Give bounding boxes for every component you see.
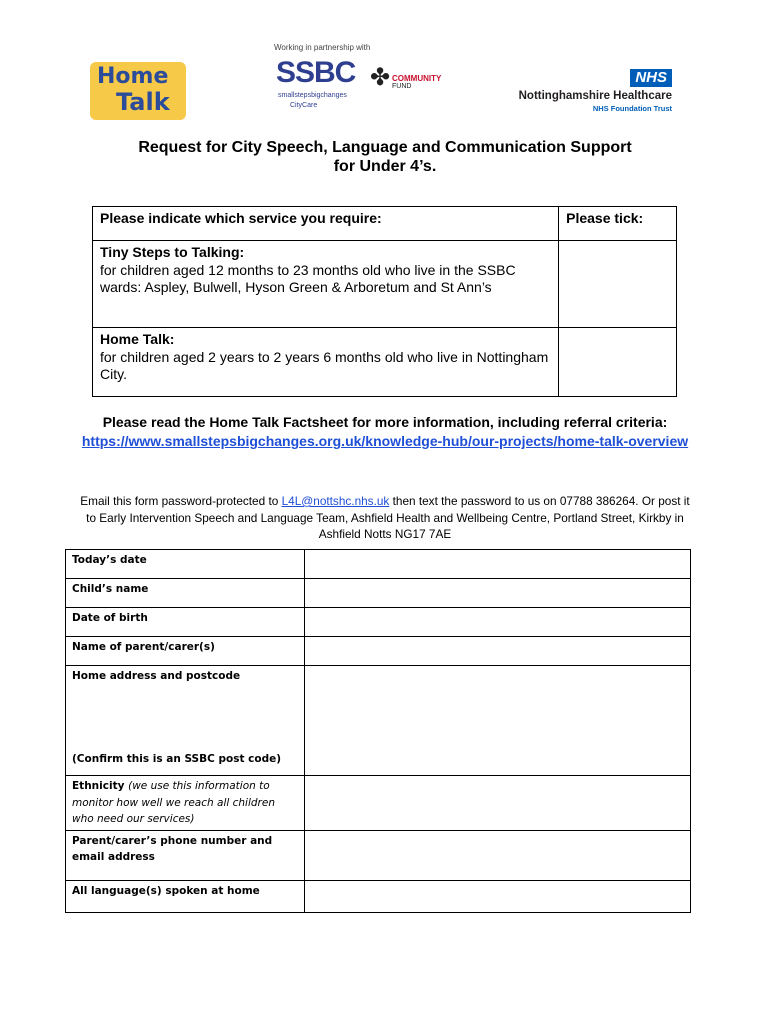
community-fund-line2: FUND (392, 83, 412, 90)
community-fund-logo (370, 66, 450, 96)
nhs-org-name: Nottinghamshire Healthcare (518, 90, 672, 102)
home-talk-logo-line1: Home (97, 64, 169, 89)
childs-name-field[interactable] (305, 579, 691, 608)
languages-field[interactable] (305, 880, 691, 912)
home-address-label: Home address and postcode (72, 670, 241, 682)
phone-email-field[interactable] (305, 830, 691, 880)
factsheet-notice (80, 413, 690, 451)
service-table (92, 206, 677, 397)
tick-header: Please tick: (559, 207, 677, 241)
details-form (65, 549, 691, 913)
tick-box-home-talk[interactable] (559, 328, 677, 397)
form-row (66, 830, 691, 880)
ssbc-logo-tagline: smallstepsbigchanges (278, 92, 347, 99)
form-row (66, 579, 691, 608)
nhs-logo (506, 69, 674, 115)
languages-label: All language(s) spoken at home (66, 880, 305, 912)
form-row (66, 608, 691, 637)
page-title-line2: for Under 4’s. (333, 158, 437, 175)
home-talk-logo-line2: Talk (116, 88, 170, 116)
home-address-field[interactable] (305, 666, 691, 776)
todays-date-field[interactable] (305, 550, 691, 579)
email-after-text: then text the password to us on 07788 386264. Or post it to Early Intervention Speech and Language Team, Ashfield Health and Wellbeing Centre, Portland Street, Kirkby in Ashfield Notts NG17 7AE (86, 494, 690, 541)
ethnicity-field[interactable] (305, 776, 691, 831)
home-address-cell (66, 666, 305, 776)
email-instructions (78, 493, 692, 543)
community-fund-line1: COMMUNITY (392, 74, 442, 83)
nhs-trust-name: NHS Foundation Trust (592, 104, 672, 113)
form-row (66, 666, 691, 776)
email-before-text: Email this form password-protected to (80, 494, 279, 508)
form-row (66, 637, 691, 666)
ethnicity-cell (66, 776, 305, 831)
form-row (66, 776, 691, 831)
phone-email-label: Parent/carer’s phone number and email address (66, 830, 305, 880)
partnership-text: Working in partnership with (274, 43, 371, 52)
parent-name-label: Name of parent/carer(s) (66, 637, 305, 666)
date-of-birth-label: Date of birth (66, 608, 305, 637)
ssbc-logo-city: CityCare (290, 102, 318, 109)
form-row (66, 880, 691, 912)
home-talk-logo (90, 62, 186, 120)
confirm-ssbc-label: (Confirm this is an SSBC post code) (72, 752, 282, 765)
service-cell (93, 328, 559, 397)
nhs-badge: NHS (630, 69, 672, 87)
page-title-line1: Request for City Speech, Language and Communication Support (138, 139, 632, 156)
form-row (66, 550, 691, 579)
factsheet-text: Please read the Home Talk Factsheet for more information, including referral criteria: (102, 414, 668, 430)
ssbc-logo-letters: SSBC (276, 56, 356, 89)
service-name: Home Talk: (100, 331, 175, 347)
date-of-birth-field[interactable] (305, 608, 691, 637)
factsheet-link[interactable]: https://www.smallstepsbigchanges.org.uk/knowledge-hub/our-projects/home-talk-overview (81, 433, 689, 449)
service-name: Tiny Steps to Talking: (100, 244, 245, 260)
tick-box-tiny-steps[interactable] (559, 241, 677, 328)
service-cell (93, 241, 559, 328)
community-fund-icon: ✤ (370, 64, 391, 91)
parent-name-field[interactable] (305, 637, 691, 666)
todays-date-label: Today’s date (66, 550, 305, 579)
service-description: for children aged 12 months to 23 months old who live in the SSBC wards: Aspley, Bulwell, Hyson Green & Arboretum and St Ann’s (100, 261, 516, 295)
ssbc-logo (274, 56, 358, 116)
email-link[interactable]: L4L@nottshc.nhs.uk (281, 494, 390, 508)
ethnicity-note: (we use this information to monitor how well we reach all children who need our services) (72, 780, 275, 825)
page-title (60, 138, 710, 176)
service-row-tiny-steps (93, 241, 677, 328)
service-row-home-talk (93, 328, 677, 397)
service-description: for children aged 2 years to 2 years 6 months old who live in Nottingham City. (100, 348, 549, 382)
ethnicity-label: Ethnicity (72, 780, 125, 792)
childs-name-label: Child’s name (66, 579, 305, 608)
service-header: Please indicate which service you require: (93, 207, 559, 241)
